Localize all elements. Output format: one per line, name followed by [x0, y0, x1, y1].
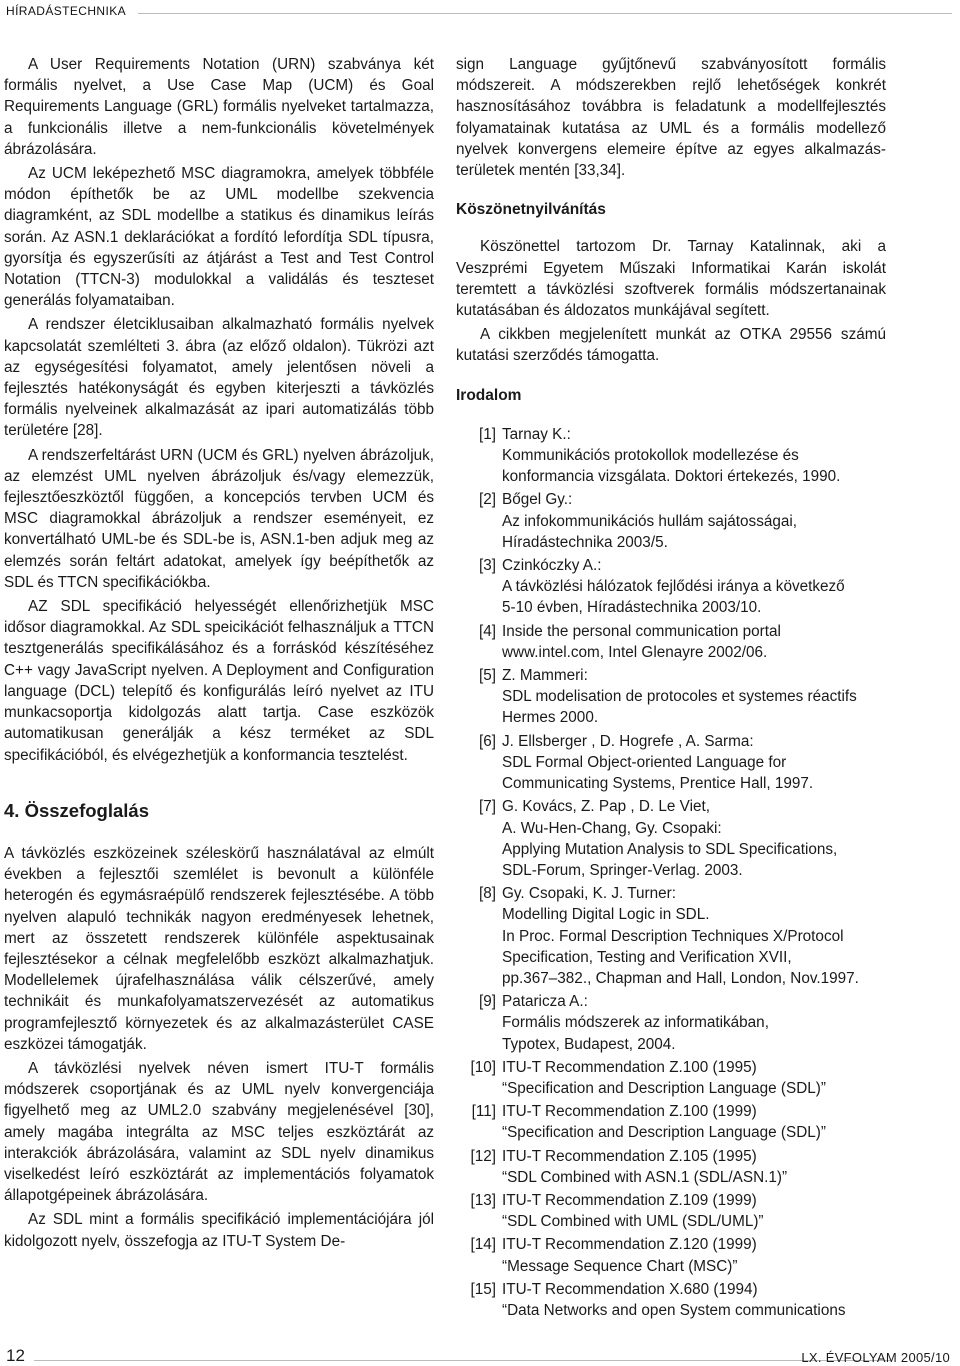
- reference-line: Hermes 2000.: [502, 709, 599, 727]
- reference-number: [4]: [478, 622, 496, 640]
- references-title: Irodalom: [456, 386, 522, 404]
- reference-number: [15]: [470, 1280, 496, 1298]
- left-column: [4, 54, 434, 1255]
- reference-line: “Message Sequence Chart (MSC)”: [502, 1257, 738, 1275]
- paragraph-urn: A User Requirements Notation (URN) szabványa két formális nyelvet, a Use Case Map (UCM) és Goal Requirements Language (GRL) formális nyelveket tartalmazza, a funkcionális illetve a nem-funkcionális követelmények ábrázolására.: [4, 56, 434, 158]
- reference-line: Specification, Testing and Verification XVII,: [502, 948, 792, 966]
- reference-body: [502, 796, 886, 881]
- reference-item: [456, 883, 886, 989]
- reference-line: ITU-T Recommendation Z.120 (1999): [502, 1236, 757, 1254]
- reference-line: ITU-T Recommendation Z.109 (1999): [502, 1191, 757, 1209]
- paragraph-summary-1: A távközlés eszközeinek széleskörű használatával az elmúlt években a fejlesztői szemlélet is bevonult a különféle heterogén és egymásraépülő rendszerek fejlesztésébe. A több nyelven alapuló technikák nagyon eredményesek lehetnek, mert az összetett rendszerek különféle aspektusainak fejlesztésekor a célnak megfelelőbb eszközt alkalmazhatjuk. Modellelemek újrafelhasználása válik célszerűvé, amely technikáit és munkafolyamatszervezését az automatikus programfejlesztő környezetek és az alkalmazásterület CASE eszközei támogatják.: [4, 844, 434, 1053]
- reference-body: [502, 424, 886, 488]
- paragraph-summary-2: A távközlési nyelvek néven ismert ITU-T formális módszerek csoportjának és az UML nyelv konvergenciája figyelhető meg az UML2.0 szabvány megjelenésével [30], amely magába integrálta az MSC teljes eszköztárát az interakciók ábrázolására, valamint az SDL nyelv dinamikus viselkedést leíró eszköztárát az implementációs folyamatok állapotgépeinek ábrázolására.: [4, 1059, 434, 1205]
- section-title: 4. Összefoglalás: [4, 799, 149, 821]
- reference-number: [12]: [470, 1147, 496, 1165]
- reference-line: ITU-T Recommendation Z.105 (1995): [502, 1147, 757, 1165]
- reference-line: J. Ellsberger , D. Hogrefe , A. Sarma:: [502, 732, 754, 750]
- reference-number: [13]: [470, 1191, 496, 1209]
- reference-body: [502, 665, 886, 729]
- reference-item: [456, 1146, 886, 1188]
- reference-number: [3]: [478, 557, 496, 575]
- reference-line: ITU-T Recommendation Z.100 (1995): [502, 1058, 757, 1076]
- reference-line: SDL modelisation de protocoles et systemes réactifs: [502, 688, 857, 706]
- reference-line: Czinkóczky A.:: [502, 557, 602, 575]
- reference-item: [456, 1234, 886, 1276]
- reference-body: [502, 1146, 886, 1188]
- reference-item: [456, 665, 886, 729]
- acknowledgement-paragraph-1: Köszönettel tartozom Dr. Tarnay Katalinnak, aki a Veszprémi Egyetem Műszaki Informatikai Karán iskolát teremtett a távközlési szoftverek formális módszertanainak kutatásában és áldozatos munkájával segített.: [456, 238, 886, 320]
- reference-line: “Data Networks and open System communications: [502, 1301, 846, 1319]
- reference-number: [10]: [470, 1058, 496, 1076]
- reference-line: In Proc. Formal Description Techniques X/Protocol: [502, 927, 844, 945]
- reference-line: Typotex, Budapest, 2004.: [502, 1035, 676, 1053]
- paragraph-analysis: A rendszerfeltárást URN (UCM és GRL) nyelven ábrázoljuk, az elemzést UML nyelven ábrázoljuk és/vagy elemezzük, fejlesztőeszköztől függően, a koncepciós tervben UCM és MSC diagramokkal ábrázoljuk a rendszer eseményeit, ez konvertálható UML-be és SDL-be is, ASN.1-ben adjuk meg az elemzés során feltárt adatokat, amelyek így beépíthetők az SDL és TTCN specifikációkba.: [4, 446, 434, 591]
- reference-line: Kommunikációs protokollok modellezése és: [502, 447, 799, 465]
- reference-list: [456, 424, 886, 1321]
- paragraph-sdl-spec: AZ SDL specifikáció helyességét ellenőrizhetjük MSC idősor diagramokkal. Az SDL speicikációt felhasználjuk a TTCN tesztgenerálás specifikálásához és a forráskód készítéséhez C++ vagy JavaScript nyelven. A Deployment and Configuration language (DCL) telepítő és konfigurálás leíró nyelvet az ITU munkacsoportja kidolgozás alatt tartja. Case eszközök automatikusan generálják a kész terméket az SDL specifikációból, és elvégezhetjük a konformancia tesztelést.: [4, 598, 434, 764]
- reference-body: [502, 1101, 886, 1143]
- reference-line: A. Wu-Hen-Chang, Gy. Csopaki:: [502, 819, 722, 837]
- reference-number: [8]: [478, 885, 496, 903]
- reference-body: [502, 1190, 886, 1232]
- reference-body: [502, 1057, 886, 1099]
- reference-line: pp.367–382., Chapman and Hall, London, Nov.1997.: [502, 969, 859, 987]
- reference-item: [456, 1101, 886, 1143]
- paragraph-ucm: Az UCM leképezhető MSC diagramokra, amelyek többféle módon építhetők be az UML modellbe szekvencia diagramként, az SDL modellbe a statikus és dinamikus leírás során. Az ASN.1 deklarációkat a fordító lefordítja SDL típusra, gyorsítja és egyszerűsíti az átjárást a Test and Test Control Notation (TTCN-3) modulokkal a validálás és teszteset generálás folyamataiban.: [4, 165, 434, 310]
- paragraph-summary-3: Az SDL mint a formális specifikáció implementációjára jól kidolgozott nyelv, összefogja az ITU-T System De-: [4, 1211, 434, 1250]
- right-column: [456, 54, 886, 1323]
- reference-body: [502, 555, 886, 619]
- paragraph-lifecycle: A rendszer életciklusaiban alkalmazható formális nyelvek kapcsolatát szemlélteti 3. ábra (az előző oldalon). Tükrözi azt az egységesítési folyamatot, amely jelentősen növeli a fejlesztés hatékonyságát és egyben kiterjeszti a távközlés formális nyelveinek alkalmazását az ipari automatizálás több területére [28].: [4, 316, 434, 440]
- reference-item: [456, 731, 886, 795]
- reference-line: “Specification and Description Language (SDL)”: [502, 1079, 826, 1097]
- reference-number: [2]: [478, 491, 496, 509]
- header-rule: [138, 13, 952, 14]
- reference-line: “SDL Combined with UML (SDL/UML)”: [502, 1213, 764, 1231]
- reference-line: Modelling Digital Logic in SDL.: [502, 906, 710, 924]
- reference-item: [456, 1057, 886, 1099]
- reference-line: Tarnay K.:: [502, 425, 571, 443]
- reference-body: [502, 1279, 886, 1321]
- running-header: HÍRADÁSTECHNIKA: [6, 4, 127, 18]
- reference-body: [502, 1234, 886, 1276]
- page-number: 12: [6, 1346, 25, 1365]
- reference-item: [456, 555, 886, 619]
- reference-item: [456, 991, 886, 1055]
- reference-item: [456, 424, 886, 488]
- reference-body: [502, 489, 886, 553]
- reference-item: [456, 1190, 886, 1232]
- reference-line: G. Kovács, Z. Pap , D. Le Viet,: [502, 798, 711, 816]
- reference-item: [456, 489, 886, 553]
- reference-number: [5]: [478, 667, 496, 685]
- reference-number: [14]: [470, 1236, 496, 1254]
- reference-line: SDL Formal Object-oriented Language for: [502, 753, 787, 771]
- reference-line: Applying Mutation Analysis to SDL Specifications,: [502, 840, 838, 858]
- acknowledgement-title: Köszönetnyilvánítás: [456, 201, 606, 219]
- reference-line: 5-10 évben, Híradástechnika 2003/10.: [502, 599, 762, 617]
- reference-line: konformancia vizsgálata. Doktori értekezés, 1990.: [502, 468, 841, 486]
- reference-number: [7]: [478, 798, 496, 816]
- footer-rule: [34, 1360, 890, 1361]
- reference-line: Communicating Systems, Prentice Hall, 1997.: [502, 775, 814, 793]
- acknowledgement-paragraph-2: A cikkben megjelenített munkát az OTKA 29556 számú kutatási szerződés támogatta.: [456, 326, 886, 365]
- reference-line: Inside the personal communication portal: [502, 622, 781, 640]
- reference-item: [456, 621, 886, 663]
- reference-body: [502, 621, 886, 663]
- reference-line: Gy. Csopaki, K. J. Turner:: [502, 885, 676, 903]
- volume-label: LX. ÉVFOLYAM 2005/10: [801, 1350, 950, 1365]
- reference-line: www.intel.com, Intel Glenayre 2002/06.: [502, 643, 768, 661]
- reference-line: Híradástechnika 2003/5.: [502, 533, 668, 551]
- reference-line: ITU-T Recommendation Z.100 (1999): [502, 1103, 757, 1121]
- reference-line: ITU-T Recommendation X.680 (1994): [502, 1280, 758, 1298]
- reference-line: Formális módszerek az informatikában,: [502, 1014, 769, 1032]
- reference-line: “Specification and Description Language (SDL)”: [502, 1124, 826, 1142]
- reference-item: [456, 1279, 886, 1321]
- paragraph-continuation: sign Language gyűjtőnevű szabványosított formális módszereit. A módszerekben rejlő lehetőségek konkrét hasznosításához továbbra is feladatunk a modellfejlesztés folyamatainak kutatása az UML és a formális modellező nyelvek konvergens elemeire építve az egyes alkalmazás-területek mentén [33,34].: [456, 56, 886, 180]
- reference-body: [502, 991, 886, 1055]
- reference-number: [1]: [478, 425, 496, 443]
- reference-line: A távközlési hálózatok fejlődési iránya a következő: [502, 578, 845, 596]
- reference-line: Z. Mammeri:: [502, 667, 588, 685]
- reference-number: [6]: [478, 732, 496, 750]
- reference-body: [502, 731, 886, 795]
- reference-line: SDL-Forum, Springer-Verlag. 2003.: [502, 861, 743, 879]
- reference-body: [502, 883, 886, 989]
- reference-number: [9]: [478, 993, 496, 1011]
- reference-number: [11]: [471, 1103, 496, 1121]
- reference-item: [456, 796, 886, 881]
- reference-line: Pataricza A.:: [502, 993, 588, 1011]
- reference-line: Az infokommunikációs hullám sajátosságai,: [502, 512, 798, 530]
- reference-line: “SDL Combined with ASN.1 (SDL/ASN.1)”: [502, 1168, 788, 1186]
- reference-line: Bőgel Gy.:: [502, 491, 573, 509]
